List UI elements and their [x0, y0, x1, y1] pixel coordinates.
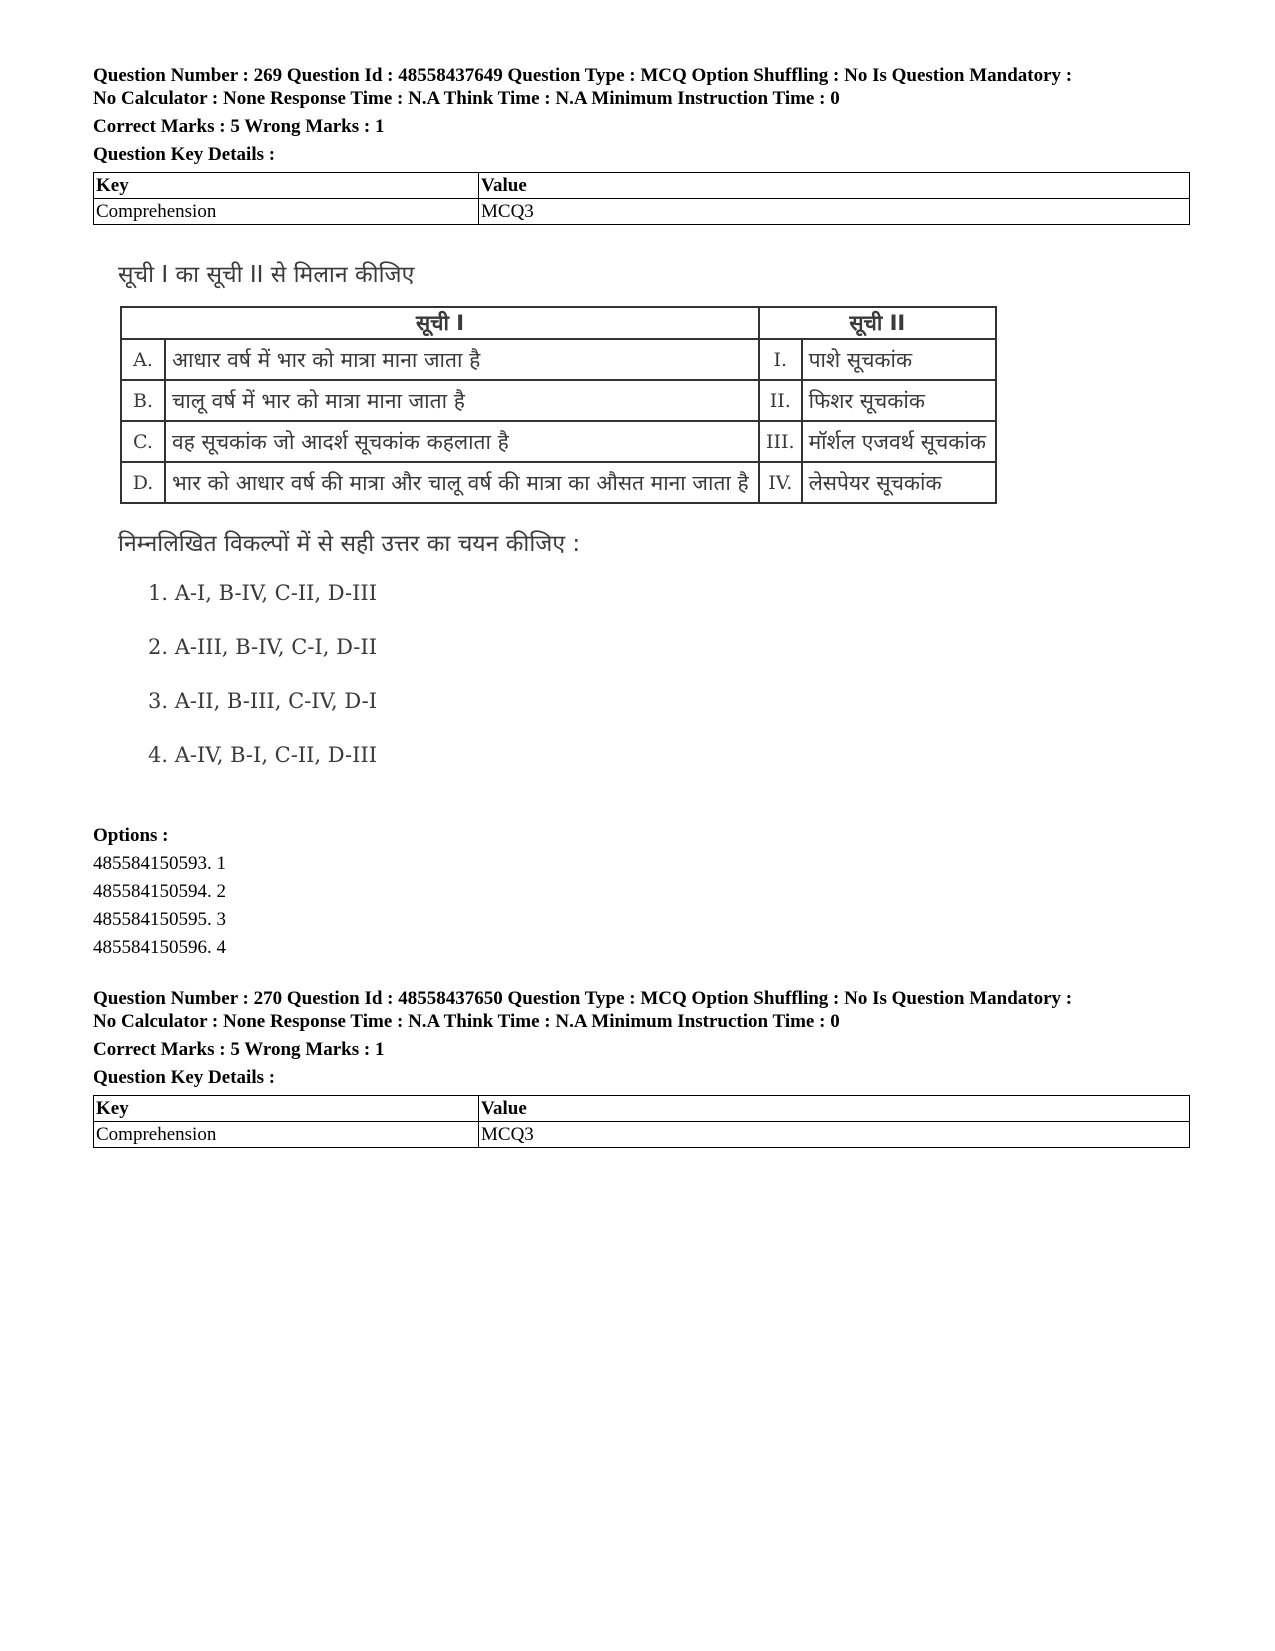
table-row	[121, 462, 996, 503]
question-meta-line1: Question Number : 270 Question Id : 48558437650 Question Type : MCQ Option Shuffling : No Is Question Mandatory :	[93, 988, 1073, 1009]
list1-item: वह सूचकांक जो आदर्श सूचकांक कहलाता है	[165, 421, 759, 462]
table-row	[121, 380, 996, 421]
key-details-label: Question Key Details :	[93, 1067, 276, 1088]
question-meta-line2: No Calculator : None Response Time : N.A Think Time : N.A Minimum Instruction Time : 0	[93, 1011, 840, 1032]
table-row	[121, 307, 996, 339]
list2-item: लेसपेयर सूचकांक	[802, 462, 996, 503]
row-roman: IV.	[759, 462, 802, 503]
list1-item: चालू वर्ष में भार को मात्रा माना जाता है	[165, 380, 759, 421]
value-header-cell: Value	[479, 173, 1190, 199]
option-item: 485584150594. 2	[93, 881, 226, 902]
option-item: 485584150596. 4	[93, 937, 226, 958]
list1-header: सूची I	[121, 307, 759, 339]
list2-item: फिशर सूचकांक	[802, 380, 996, 421]
marks-line: Correct Marks : 5 Wrong Marks : 1	[93, 116, 385, 137]
key-cell: Comprehension	[94, 1122, 479, 1148]
key-header-cell: Key	[94, 1096, 479, 1122]
question-meta-line1: Question Number : 269 Question Id : 48558437649 Question Type : MCQ Option Shuffling : No Is Question Mandatory :	[93, 65, 1073, 86]
key-header-cell: Key	[94, 173, 479, 199]
value-cell: MCQ3	[479, 199, 1190, 225]
match-instruction: सूची I का सूची II से मिलान कीजिए	[118, 262, 415, 288]
marks-line: Correct Marks : 5 Wrong Marks : 1	[93, 1039, 385, 1060]
options-label: Options :	[93, 825, 169, 846]
options-block	[93, 822, 226, 962]
row-letter: D.	[121, 462, 165, 503]
question-meta-line2: No Calculator : None Response Time : N.A Think Time : N.A Minimum Instruction Time : 0	[93, 88, 840, 109]
choose-prompt: निम्नलिखित विकल्पों में से सही उत्तर का चयन कीजिए :	[118, 531, 581, 557]
key-cell: Comprehension	[94, 199, 479, 225]
value-cell: MCQ3	[479, 1122, 1190, 1148]
option-item: 485584150593. 1	[93, 853, 226, 874]
row-letter: C.	[121, 421, 165, 462]
list2-item: पाशे सूचकांक	[802, 339, 996, 380]
key-details-table	[93, 172, 1190, 225]
table-row	[121, 421, 996, 462]
list1-item: आधार वर्ष में भार को मात्रा माना जाता है	[165, 339, 759, 380]
row-roman: III.	[759, 421, 802, 462]
key-details-table	[93, 1095, 1190, 1148]
row-letter: B.	[121, 380, 165, 421]
choice-item: 4. A-IV, B-I, C-II, D-III	[148, 743, 377, 767]
table-row	[94, 173, 1190, 199]
key-details-label: Question Key Details :	[93, 144, 276, 165]
choice-item: 2. A-III, B-IV, C-I, D-II	[148, 635, 377, 659]
table-row	[94, 1122, 1190, 1148]
list1-item: भार को आधार वर्ष की मात्रा और चालू वर्ष की मात्रा का औसत माना जाता है	[165, 462, 759, 503]
question-header-269	[93, 64, 1193, 225]
list2-header: सूची II	[759, 307, 996, 339]
table-row	[121, 339, 996, 380]
match-table	[120, 306, 997, 504]
row-roman: I.	[759, 339, 802, 380]
table-row	[94, 1096, 1190, 1122]
choice-item: 1. A-I, B-IV, C-II, D-III	[148, 581, 377, 605]
row-roman: II.	[759, 380, 802, 421]
list2-item: मॉर्शल एजवर्थ सूचकांक	[802, 421, 996, 462]
option-item: 485584150595. 3	[93, 909, 226, 930]
value-header-cell: Value	[479, 1096, 1190, 1122]
choice-list	[148, 578, 1018, 794]
choice-item: 3. A-II, B-III, C-IV, D-I	[148, 689, 377, 713]
table-row	[94, 199, 1190, 225]
question-header-270	[93, 987, 1193, 1148]
row-letter: A.	[121, 339, 165, 380]
question-image	[118, 260, 1018, 794]
